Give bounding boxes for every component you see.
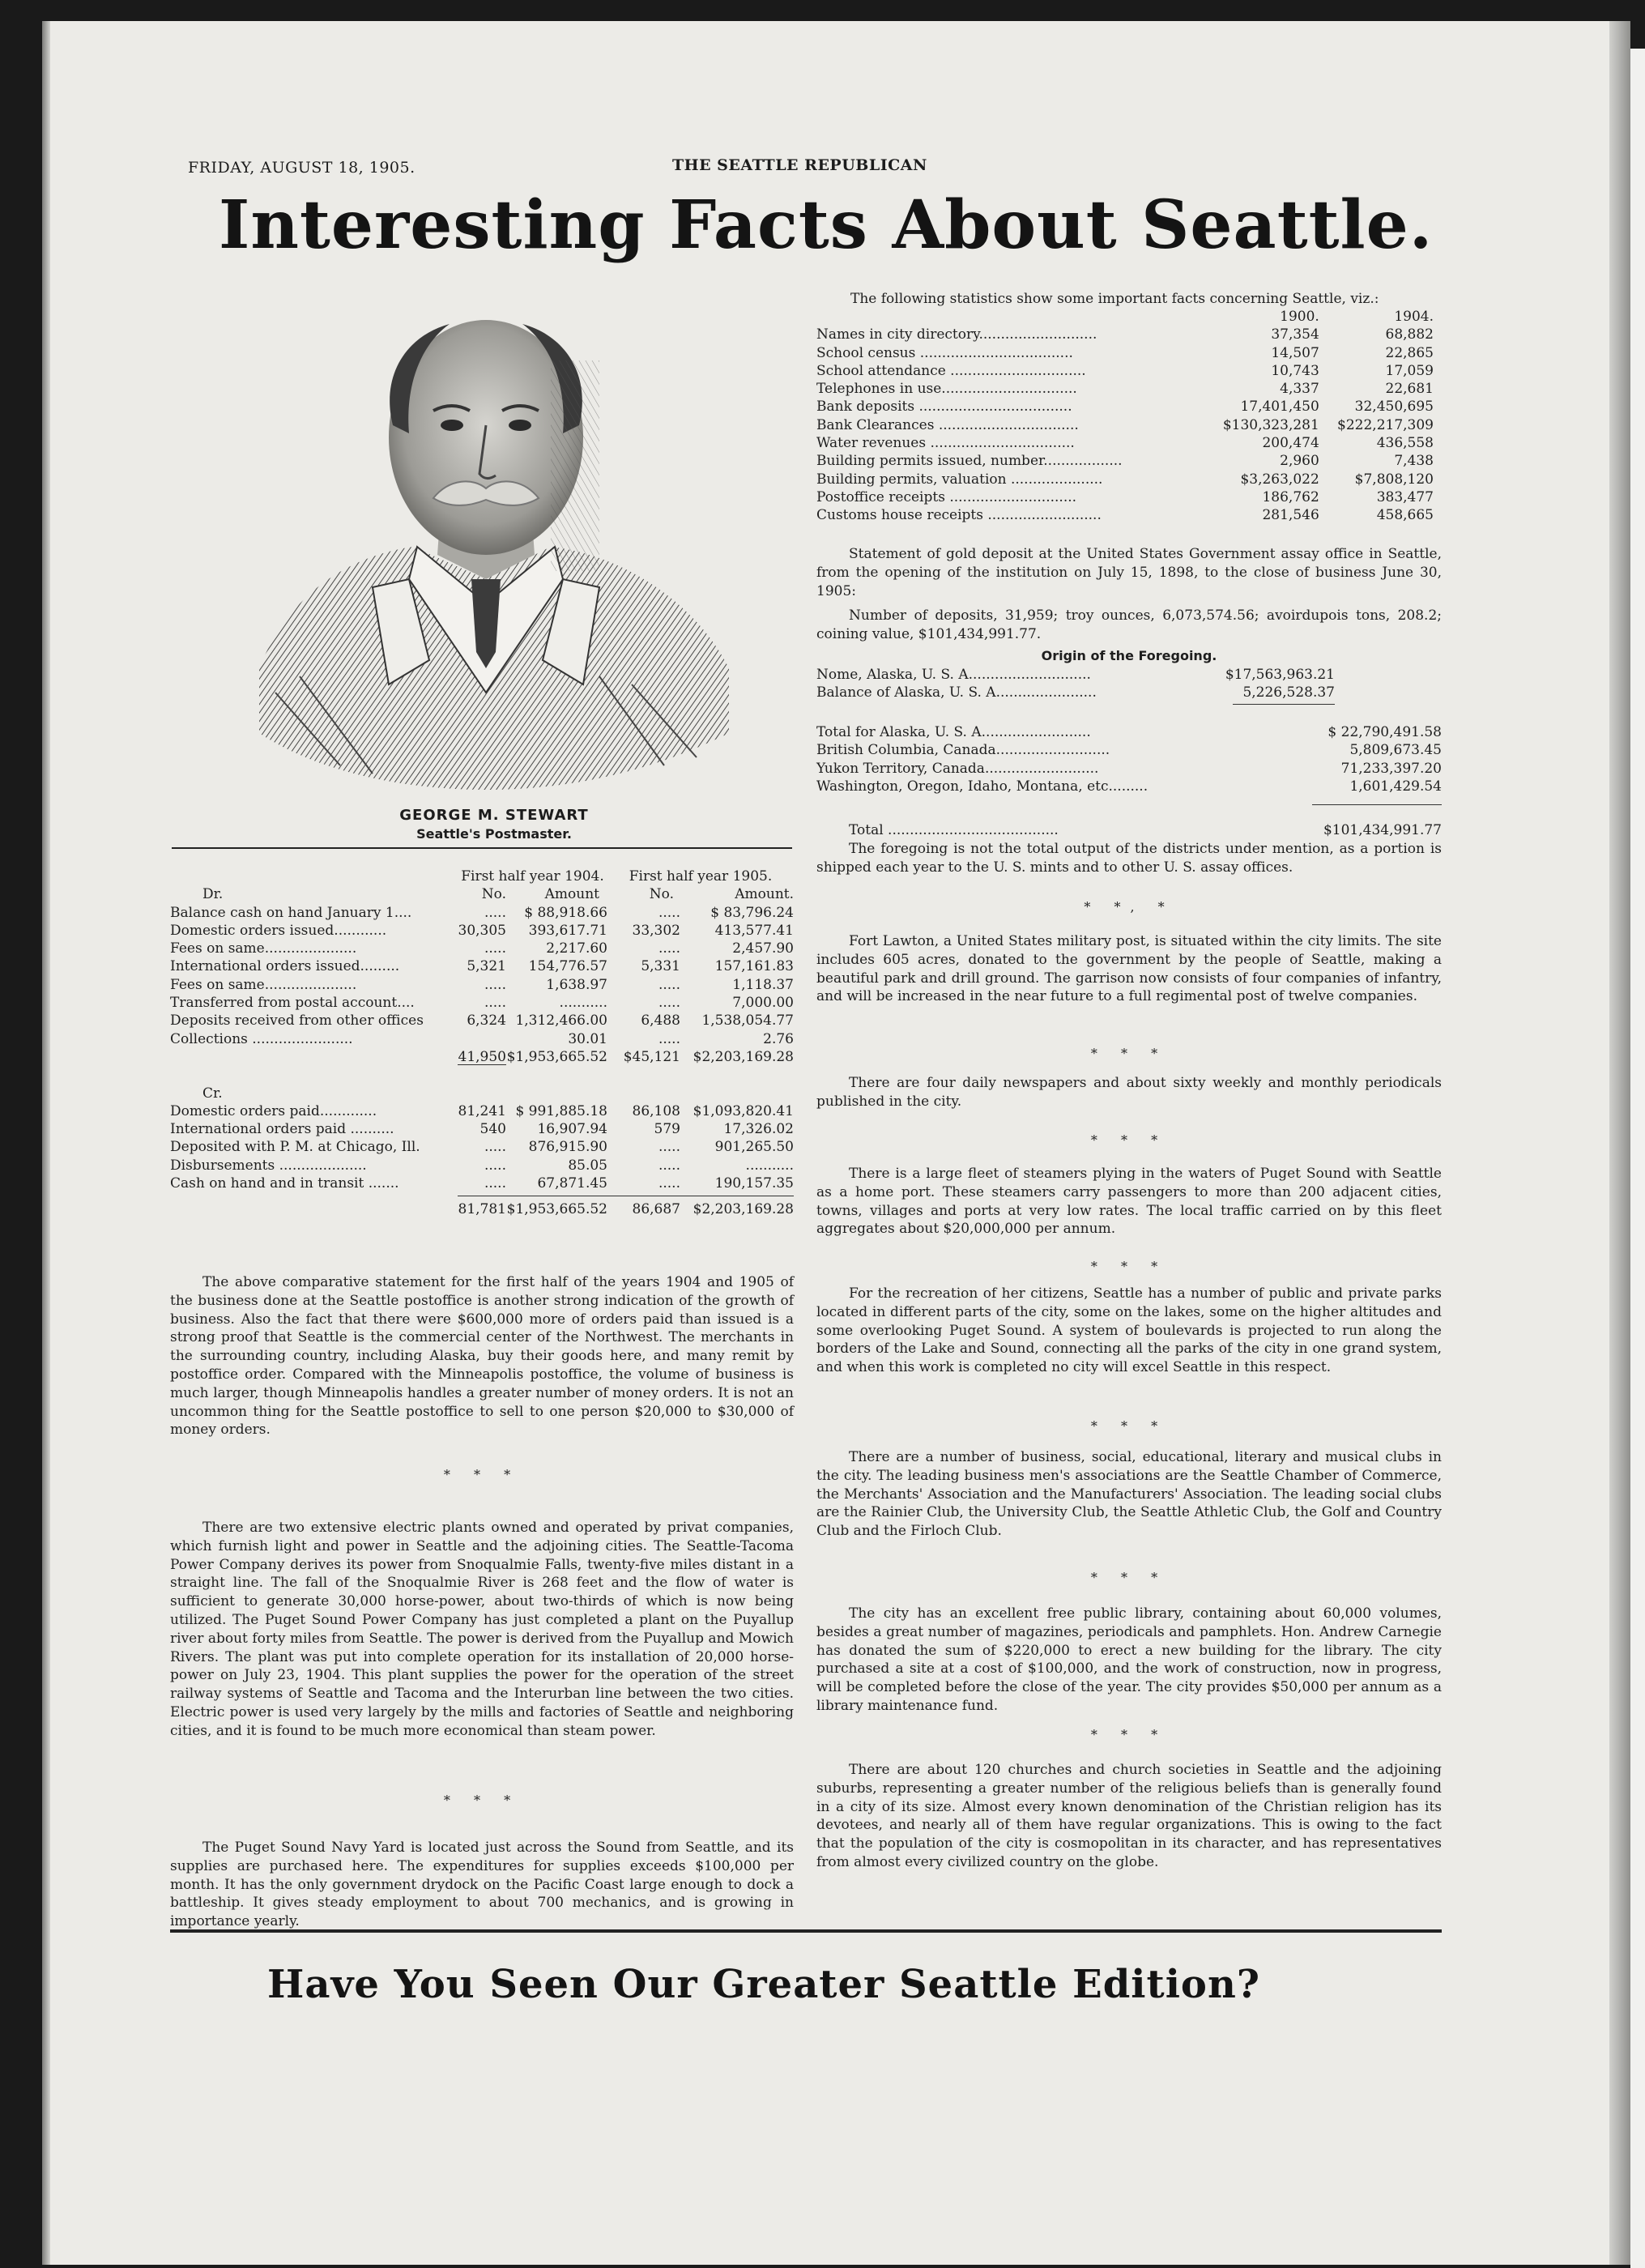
- stats-label: Telephones in use...............................: [816, 381, 1077, 398]
- dr-total-no2: $45,121: [623, 1048, 680, 1065]
- row-amount-1904: 876,915.90: [528, 1139, 607, 1156]
- cr-label: Cr.: [202, 1085, 223, 1102]
- grand-total-label: Total .......................................: [849, 822, 1059, 838]
- row-amount-1904: 154,776.57: [528, 958, 607, 975]
- portrait-engraving: [243, 312, 737, 798]
- grand-total-value: $101,434,991.77: [1323, 822, 1442, 838]
- row-amount-1904: 30.01: [568, 1030, 607, 1047]
- navy-yard-paragraph: The Puget Sound Navy Yard is located just across the Sound from Seattle, and its supplies are purchased here. The expenditures for supplies exceeds $100,000 per month. It has the only government drydock on the Pacific Coast large enough to dock a battleship. It gives steady employment to about 700 mechanics, and is growing in importance yearly.: [170, 1840, 794, 1930]
- cr-label-row: [170, 1085, 794, 1102]
- row-amount-1904: $ 88,918.66: [524, 904, 607, 921]
- section-stars: * * *: [1090, 1727, 1168, 1742]
- stats-value-1900: 2,960: [1280, 453, 1319, 470]
- stats-value-1904: 22,681: [1385, 381, 1434, 398]
- table-row: [170, 1030, 794, 1048]
- cr-total-amt1: $1,953,665.52: [506, 1201, 607, 1218]
- row-amount-1904: ...........: [559, 995, 607, 1012]
- table-row: [170, 1012, 794, 1030]
- totals-rule: [1312, 804, 1442, 805]
- bottom-rule: [170, 1929, 1442, 1933]
- stats-value-1904: 32,450,695: [1354, 399, 1434, 416]
- stats-value-1900: 17,401,450: [1240, 399, 1319, 416]
- gold-numbers: Number of deposits, 31,959; troy ounces, 6,073,574.56; avoirdupois tons, 208.2; coining value, $101,434,991.77.: [816, 608, 1442, 642]
- parks-paragraph: For the recreation of her citizens, Seattle has a number of public and private parks located in different parts of the city, some on the lakes, some on the higher altitudes and some overlooking Puget Sound. A system of boulevards is projected to run along the borders of the Lake and Sound, connecting all the parks of the city in one grand system, and when this work is completed no city will excel Seattle in this respect.: [816, 1285, 1442, 1376]
- row-label: Domestic orders paid.............: [170, 1102, 377, 1119]
- row-label: Deposits received from other offices: [170, 1013, 424, 1030]
- stats-value-1904: 436,558: [1376, 435, 1434, 452]
- origin-label: Nome, Alaska, U. S. A............................: [816, 667, 1091, 683]
- stats-value-1900: 14,507: [1271, 344, 1319, 361]
- row-label: Disbursements ....................: [170, 1157, 367, 1174]
- origin-value: $17,563,963.21: [1225, 667, 1335, 683]
- steamers-paragraph: There is a large fleet of steamers plying in the waters of Puget Sound with Seattle as a home port. These steamers carry passengers to more than 200 adjacent cities, towns, villages and ports at very low rates. The local traffic carried on by this fleet aggregates about $20,000,000 per annum.: [816, 1166, 1442, 1238]
- origin-sum-rule: [1233, 704, 1335, 705]
- row-no-1905: .....: [658, 995, 680, 1012]
- bottom-banner: Have You Seen Our Greater Seattle Edition?: [267, 1962, 1260, 2007]
- page-stack-edge: [1609, 21, 1630, 2265]
- totals-label: Total for Alaska, U. S. A.........................: [816, 724, 1091, 740]
- stats-row: [816, 344, 1442, 362]
- page-binding-edge: [42, 21, 50, 2265]
- stats-section: [816, 308, 1442, 525]
- cr-total-row: [170, 1200, 794, 1218]
- stats-label: Bank deposits ...................................: [816, 399, 1072, 416]
- row-label: Collections .......................: [170, 1030, 353, 1047]
- row-label: Transferred from postal account....: [170, 995, 415, 1012]
- row-no-1904: 540: [479, 1121, 506, 1138]
- totals-row: [816, 760, 1442, 778]
- row-amount-1905: 1,538,054.77: [701, 1013, 794, 1030]
- stats-label: School attendance ...............................: [816, 362, 1086, 379]
- row-no-1905: .....: [658, 1030, 680, 1047]
- year-1904: 1904.: [1394, 309, 1434, 325]
- stats-value-1900: 281,546: [1262, 507, 1319, 524]
- row-amount-1905: $1,093,820.41: [693, 1102, 794, 1119]
- table-row: [170, 976, 794, 994]
- stats-label: Names in city directory...........................: [816, 326, 1097, 343]
- table-row: [170, 1102, 794, 1120]
- origin-table: [816, 666, 1335, 702]
- cr-total-amt2: $2,203,169.28: [693, 1201, 794, 1218]
- stats-row: [816, 326, 1442, 343]
- row-amount-1904: $ 991,885.18: [515, 1102, 607, 1119]
- stats-label: Customs house receipts ..........................: [816, 507, 1102, 524]
- stats-row: [816, 488, 1442, 506]
- stats-label: Water revenues .................................: [816, 435, 1075, 452]
- row-amount-1904: 85.05: [568, 1157, 607, 1174]
- newspapers-paragraph: There are four daily newspapers and about sixty weekly and monthly periodicals published in the city.: [816, 1075, 1442, 1110]
- fort-lawton-paragraph: Fort Lawton, a United States military post, is situated within the city limits. The site includes 605 acres, donated to the government by the people of Seattle, making a beautiful park and drill ground. The garrison now consists of four companies of infantry, and will be increased in the near future to a full regimental post of twelve companies.: [816, 933, 1442, 1005]
- row-no-1904: 5,321: [467, 958, 506, 975]
- stats-value-1904: $7,808,120: [1354, 471, 1434, 488]
- row-no-1904: 81,241: [458, 1102, 506, 1119]
- section-stars: * * *: [1090, 1046, 1168, 1061]
- stats-row: [816, 362, 1442, 380]
- totals-row: [816, 741, 1442, 759]
- section-stars: * * *: [1090, 1132, 1168, 1148]
- stats-value-1900: $130,323,281: [1222, 416, 1319, 433]
- header-amount-1904: Amount: [544, 886, 599, 903]
- stats-row: [816, 398, 1442, 416]
- stats-value-1904: 17,059: [1385, 362, 1434, 379]
- gold-statement: Statement of gold deposit at the United States Government assay office in Seattle, from the opening of the institution on July 15, 1898, to the close of business June 30, 1905:: [816, 546, 1442, 599]
- totals-label: Washington, Oregon, Idaho, Montana, etc.........: [816, 778, 1149, 795]
- left-column-rule: [172, 847, 792, 849]
- stats-value-1900: 4,337: [1280, 381, 1319, 398]
- portrait-caption-title: Seattle's Postmaster.: [416, 826, 572, 842]
- row-no-1904: 30,305: [458, 922, 506, 939]
- year-1900: 1900.: [1280, 309, 1319, 325]
- stats-row: [816, 380, 1442, 398]
- row-no-1905: .....: [658, 1139, 680, 1156]
- header-amount-1905: Amount.: [735, 886, 794, 903]
- row-no-1904: .....: [484, 904, 506, 921]
- origin-title: Origin of the Foregoing.: [1041, 648, 1217, 663]
- table-row: [170, 904, 794, 922]
- row-label: Deposited with P. M. at Chicago, Ill.: [170, 1139, 420, 1156]
- table-row: [170, 1138, 794, 1156]
- table-row: [170, 940, 794, 957]
- stats-row: [816, 506, 1442, 524]
- totals-row: [816, 723, 1442, 741]
- stats-value-1900: 37,354: [1271, 326, 1319, 343]
- row-amount-1905: 2.76: [763, 1030, 794, 1047]
- row-label: Domestic orders issued............: [170, 922, 387, 939]
- row-no-1905: 579: [654, 1121, 680, 1138]
- origin-section: [816, 666, 1442, 702]
- totals-table: [816, 723, 1442, 795]
- row-no-1904: .....: [484, 1139, 506, 1156]
- row-no-1904: .....: [484, 940, 506, 957]
- row-no-1905: 33,302: [632, 922, 680, 939]
- row-amount-1905: 190,157.35: [714, 1175, 794, 1192]
- foregoing-note: The foregoing is not the total output of the districts under mention, as a portion is shipped each year to the U. S. mints and to other U. S. assay offices.: [816, 841, 1442, 876]
- table-row: [170, 1120, 794, 1138]
- stats-value-1904: 68,882: [1385, 326, 1434, 343]
- row-amount-1905: 17,326.02: [723, 1121, 794, 1138]
- row-no-1904: [458, 1030, 506, 1048]
- stats-label: School census ...................................: [816, 344, 1073, 361]
- library-paragraph: The city has an excellent free public library, containing about 60,000 volumes, besides a great number of magazines, periodicals and pamphlets. Hon. Andrew Carnegie has donated the sum of $220,000 to erect a new building for the library. The city purchased a site at a cost of $100,000, and the work of construction, now in progress, will be completed before the close of the year. The city provides $50,000 per annum as a library maintenance fund.: [816, 1605, 1442, 1714]
- stats-value-1900: 10,743: [1271, 362, 1319, 379]
- row-amount-1904: 16,907.94: [537, 1121, 607, 1138]
- totals-value: 71,233,397.20: [1340, 760, 1442, 777]
- table-row: [170, 1174, 794, 1192]
- row-label: Cash on hand and in transit .......: [170, 1175, 399, 1192]
- row-label: Fees on same.....................: [170, 976, 357, 993]
- row-amount-1905: 2,457.90: [732, 940, 794, 957]
- row-amount-1905: 1,118.37: [732, 976, 794, 993]
- table-row: [170, 957, 794, 975]
- row-no-1904: .....: [484, 1175, 506, 1192]
- totals-value: $ 22,790,491.58: [1328, 724, 1442, 740]
- row-no-1905: .....: [658, 940, 680, 957]
- postoffice-table: [170, 868, 794, 1219]
- cr-total-no1: 81,781: [458, 1201, 506, 1218]
- stats-value-1900: 200,474: [1262, 435, 1319, 452]
- stats-label: Building permits, valuation .....................: [816, 471, 1103, 488]
- row-label: International orders paid ..........: [170, 1121, 394, 1138]
- cr-total-no2: 86,687: [632, 1201, 680, 1218]
- page-headline: Interesting Facts About Seattle.: [219, 186, 1434, 264]
- dr-total-no1: 41,950: [458, 1048, 506, 1065]
- row-no-1905: .....: [658, 904, 680, 921]
- stats-value-1900: $3,263,022: [1240, 471, 1319, 488]
- totals-section: [816, 723, 1442, 795]
- dateline: FRIDAY, AUGUST 18, 1905.: [188, 159, 416, 177]
- header-1905: First half year 1905.: [629, 868, 773, 885]
- stats-label: Postoffice receipts .............................: [816, 488, 1077, 505]
- header-no-1905: No.: [649, 886, 674, 903]
- stats-value-1904: $222,217,309: [1337, 416, 1434, 433]
- origin-row: [816, 666, 1335, 684]
- stats-value-1904: 7,438: [1394, 453, 1434, 470]
- totals-label: Yukon Territory, Canada..........................: [816, 760, 1099, 777]
- stats-value-1904: 22,865: [1385, 344, 1434, 361]
- table-row: [170, 922, 794, 940]
- dr-total-amt1: $1,953,665.52: [506, 1048, 607, 1065]
- origin-label: Balance of Alaska, U. S. A.......................: [816, 684, 1097, 701]
- churches-paragraph: There are about 120 churches and church societies in Seattle and the adjoining suburbs, representing a greater number of the religious beliefs than is generally found in a city of its size. Almost every known denomination of the Christian religion has its devotees, and nearly all of them have regular organizations. This is owing to the fact that the population of the city is cosmopolitan in its character, and has representatives from almost every civilized country on the globe.: [816, 1762, 1442, 1870]
- stats-row: [816, 434, 1442, 452]
- row-no-1905: .....: [658, 1157, 680, 1174]
- section-stars: * * *: [443, 1793, 521, 1808]
- stats-value-1900: 186,762: [1262, 488, 1319, 505]
- stats-row: [816, 452, 1442, 470]
- origin-value: 5,226,528.37: [1242, 684, 1335, 701]
- section-stars: * *, *: [1084, 899, 1174, 914]
- header-1904: First half year 1904.: [461, 868, 604, 885]
- totals-value: 1,601,429.54: [1349, 778, 1442, 795]
- stats-value-1904: 383,477: [1376, 488, 1434, 505]
- row-amount-1905: 901,265.50: [714, 1139, 794, 1156]
- totals-label: British Columbia, Canada..........................: [816, 742, 1110, 759]
- row-no-1905: 86,108: [632, 1102, 680, 1119]
- origin-row: [816, 684, 1335, 701]
- dr-total-amt2: $2,203,169.28: [693, 1048, 794, 1065]
- section-stars: * * *: [1090, 1570, 1168, 1585]
- row-no-1904: .....: [484, 976, 506, 993]
- section-stars: * * *: [1090, 1259, 1168, 1274]
- section-stars: * * *: [443, 1467, 521, 1482]
- table-header-row-1: [170, 868, 794, 885]
- table-header-row-2: [170, 885, 794, 903]
- stats-label: Bank Clearances ................................: [816, 416, 1079, 433]
- dr-label: Dr.: [202, 886, 224, 903]
- stats-row: [816, 416, 1442, 434]
- section-stars: * * *: [1090, 1418, 1168, 1434]
- portrait-caption-name: GEORGE M. STEWART: [399, 807, 589, 824]
- page-outer-edge: [1630, 49, 1645, 2268]
- row-no-1904: 6,324: [467, 1013, 506, 1030]
- row-no-1904: .....: [484, 1157, 506, 1174]
- row-amount-1905: 157,161.83: [714, 958, 794, 975]
- row-amount-1904: 1,638.97: [546, 976, 607, 993]
- row-no-1905: 5,331: [641, 958, 680, 975]
- row-no-1905: .....: [658, 1175, 680, 1192]
- row-amount-1905: $ 83,796.24: [710, 904, 794, 921]
- clubs-paragraph: There are a number of business, social, educational, literary and musical clubs in the city. The leading business men's associations are the Seattle Chamber of Commerce, the Merchants' Association and the Manufacturers' Association. The leading social clubs are the Rainier Club, the University Club, the Seattle Athletic Club, the Golf and Country Club and the Firloch Club.: [816, 1449, 1442, 1540]
- stats-intro: The following statistics show some important facts concerning Seattle, viz.:: [850, 291, 1379, 307]
- grand-total-row: [816, 821, 1442, 839]
- stats-value-1904: 458,665: [1376, 507, 1434, 524]
- row-label: Balance cash on hand January 1....: [170, 904, 412, 921]
- row-amount-1904: 2,217.60: [546, 940, 607, 957]
- row-amount-1904: 393,617.71: [528, 922, 607, 939]
- row-amount-1905: ...........: [745, 1157, 794, 1174]
- stats-table: [816, 308, 1442, 525]
- row-label: Fees on same.....................: [170, 940, 357, 957]
- row-amount-1905: 7,000.00: [732, 995, 794, 1012]
- stats-label: Building permits issued, number..................: [816, 453, 1123, 470]
- row-no-1905: .....: [658, 976, 680, 993]
- totals-value: 5,809,673.45: [1349, 742, 1442, 759]
- masthead: THE SEATTLE REPUBLICAN: [672, 156, 927, 174]
- row-amount-1905: 413,577.41: [714, 922, 794, 939]
- postoffice-statement: [170, 868, 794, 1219]
- totals-row: [816, 778, 1442, 795]
- header-no-1904: No.: [481, 886, 506, 903]
- row-no-1904: .....: [484, 995, 506, 1012]
- table-row: [170, 994, 794, 1012]
- row-no-1905: 6,488: [641, 1013, 680, 1030]
- dr-total-row: [170, 1048, 794, 1066]
- row-label: International orders issued.........: [170, 958, 400, 975]
- table-row: [170, 1157, 794, 1174]
- electric-plants-paragraph: There are two extensive electric plants owned and operated by privat companies, which furnish light and power in Seattle and the adjoining cities. The Seattle-Tacoma Power Company derives its power from Snoqualmie Falls, twenty-five miles distant in a straight line. The fall of the Snoqualmie River is 268 feet and the flow of water is sufficient to generate 30,000 horse-power, about two-thirds of which is now being utilized. The Puget Sound Power Company has just completed a plant on the Puyallup river about forty miles from Seattle. The power is derived from the Puyallup and Mowich Rivers. The plant was put into complete operation for its installation of 20,000 horse-power on July 23, 1904. This plant supplies the power for the operation of the street railway systems of Seattle and Tacoma and the Interurban line between the two cities. Electric power is used very largely by the mills and factories of Seattle and neighboring cities, and it is found to be much more economical than steam power.: [170, 1520, 794, 1739]
- stats-year-row: [816, 308, 1442, 326]
- row-amount-1904: 1,312,466.00: [515, 1013, 607, 1030]
- row-amount-1904: 67,871.45: [537, 1175, 607, 1192]
- stats-row: [816, 471, 1442, 488]
- postoffice-paragraph: The above comparative statement for the first half of the years 1904 and 1905 of the business done at the Seattle postoffice is another strong indication of the growth of business. Also the fact that there were $600,000 more of orders paid than issued is a strong proof that Seattle is the commercial center of the Northwest. The merchants in the surrounding country, including Alaska, buy their goods here, and many remit by postoffice order. Compared with the Minneapolis postoffice, the volume of business is much larger, though Minneapolis handles a greater number of money orders. It is not an uncommon thing for the Seattle postoffice to sell to one person $20,000 to $30,000 of money orders.: [170, 1274, 794, 1439]
